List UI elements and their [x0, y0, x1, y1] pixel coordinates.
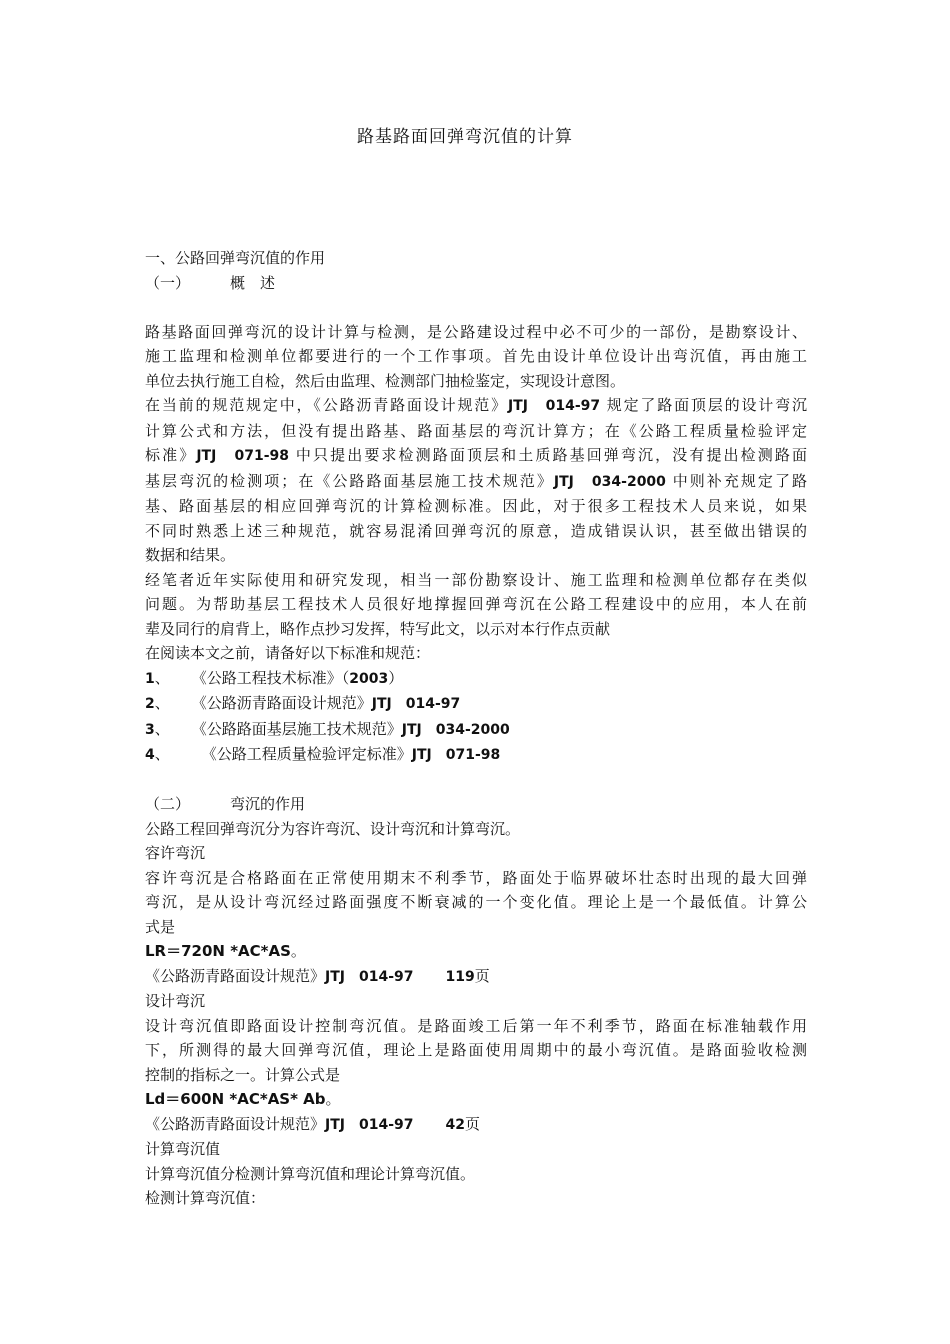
standard-list-item	[145, 717, 807, 743]
text-run: 标准》	[145, 446, 197, 464]
list-separator: 、	[154, 694, 170, 712]
subsection-number: （一）	[145, 273, 191, 292]
standard-code: JTJ 014-97	[371, 696, 461, 712]
paragraph-line: 下，所测得的最大回弹弯沉值，理论上是路面使用周期中的最小弯沉值。是路面验收检测	[145, 1041, 807, 1059]
term-heading: 设计弯沉	[145, 992, 206, 1010]
standard-list-item	[145, 666, 807, 692]
standard-code: JTJ 071-98	[411, 747, 501, 763]
paragraph-line: 计算公式和方法，但没有提出路基、路面基层的弯沉计算方；在《公路工程质量检验评定	[145, 421, 807, 440]
paragraph-line: 公路工程回弹弯沉分为容许弯沉、设计弯沉和计算弯沉。	[145, 819, 521, 838]
page-number: 42	[445, 1116, 465, 1133]
subsection-number: （二）	[145, 795, 191, 813]
paragraph-line: 辈及同行的肩背上，略作点抄习发挥，特写此文，以示对本行作点贡献	[145, 619, 611, 638]
standard-list-item	[145, 742, 807, 768]
subsection-heading	[145, 271, 807, 296]
reference-line	[145, 964, 807, 990]
paragraph-line: 计算弯沉值分检测计算弯沉值和理论计算弯沉值。	[145, 1164, 476, 1183]
standard-code: JTJ 014-97	[325, 1116, 414, 1133]
text-run: 。	[290, 942, 306, 960]
formula	[145, 1087, 807, 1112]
list-separator: 、	[154, 719, 170, 738]
list-number: 3	[145, 721, 155, 738]
paragraph-line: 不同时熟悉上述三种规范，就容易混淆回弹弯沉的原意，造成错误认识，甚至做出错误的	[145, 521, 807, 540]
paragraph-line: 式是	[145, 917, 176, 936]
formula-text: Ld＝600N *AC*AS* Ab	[145, 1090, 326, 1108]
paragraph-line: 基、路面基层的相应回弹弯沉的计算检测标准。因此，对于很多工程技术人员来说，如果	[145, 497, 807, 515]
reference-line	[145, 1112, 807, 1138]
standard-code: JTJ 034-2000	[553, 473, 666, 490]
list-number: 1	[145, 670, 155, 687]
paragraph-line: 弯沉，是从设计弯沉经过路面强度不断衰减的一个变化值。理论上是一个最低值。计算公	[145, 893, 807, 911]
standard-name: 《公路沥青路面设计规范》	[145, 966, 326, 985]
paragraph-line	[145, 469, 807, 495]
standard-code: JTJ 014-97	[325, 968, 414, 985]
text-run: 页	[474, 966, 490, 985]
paragraph-line: 容许弯沉是合格路面在正常使用期末不利季节，路面处于临界破坏壮态时出现的最大回弹	[145, 868, 807, 887]
paragraph-line: 设计弯沉值即路面设计控制弯沉值。是路面竣工后第一年不利季节，路面在标准轴载作用	[145, 1016, 807, 1035]
text-run: 规定了路面顶层的设计弯沉	[606, 396, 807, 414]
paragraph-line: 施工监理和检测单位都要进行的一个工作事项。首先由设计单位设计出弯沉值，再由施工	[145, 347, 807, 365]
subsection-title: 弯沉的作用	[230, 795, 306, 813]
list-number: 4	[145, 747, 155, 763]
text-run: 基层弯沉的检测项；在《公路路面基层施工技术规范》	[145, 471, 554, 490]
text-run: 。	[325, 1090, 341, 1108]
standard-code: JTJ 034-2000	[401, 721, 510, 738]
subsection-title: 概 述	[230, 273, 276, 292]
text-run: 中则补充规定了路	[672, 471, 807, 490]
standard-code: JTJ 014-97	[507, 398, 601, 414]
paragraph-line: 问题。为帮助基层工程技术人员很好地撑握回弹弯沉在公路工程建设中的应用，本人在前	[145, 595, 807, 613]
paragraph-line: 控制的指标之一。计算公式是	[145, 1065, 341, 1084]
standard-name: 《公路沥青路面设计规范》	[191, 694, 372, 712]
list-number: 2	[145, 696, 155, 712]
list-separator: 、	[154, 668, 170, 687]
standard-name: 《公路工程技术标准》（	[191, 668, 350, 687]
paragraph-line: 单位去执行施工自检，然后由监理、检测部门抽检鉴定，实现设计意图。	[145, 371, 626, 390]
text-run: ）	[388, 668, 404, 687]
paragraph-line	[145, 393, 807, 419]
paragraph-line: 在阅读本文之前，请备好以下标准和规范：	[145, 644, 431, 662]
term-heading: 容许弯沉	[145, 844, 206, 862]
text-run: 在当前的规范规定中，《公路沥青路面设计规范》	[145, 396, 508, 414]
standard-name: 《公路工程质量检验评定标准》	[201, 745, 412, 763]
standard-list-item	[145, 691, 807, 717]
paragraph-line: 路基路面回弹弯沉的设计计算与检测，是公路建设过程中必不可少的一部份，是勘察设计、	[145, 322, 807, 341]
paragraph-line: 检测计算弯沉值：	[145, 1189, 266, 1207]
standard-code: 2003	[349, 670, 389, 687]
text-run: 页	[464, 1114, 480, 1133]
subsection-heading	[145, 792, 807, 817]
formula	[145, 939, 807, 964]
paragraph-line: 经笔者近年实际使用和研究发现，相当一部份勘察设计、施工监理和检测单位都存在类似	[145, 570, 807, 589]
formula-text: LR＝720N *AC*AS	[145, 942, 291, 960]
page-number: 119	[445, 968, 475, 985]
paragraph-line: 数据和结果。	[145, 546, 236, 564]
standard-name: 《公路路面基层施工技术规范》	[191, 719, 402, 738]
paragraph-line	[145, 443, 807, 469]
document-body	[145, 246, 807, 1211]
list-separator: 、	[154, 745, 170, 763]
standard-code: JTJ 071-98	[196, 448, 290, 464]
standard-name: 《公路沥青路面设计规范》	[145, 1114, 326, 1133]
term-heading: 计算弯沉值	[145, 1140, 221, 1158]
document-title: 路基路面回弹弯沉值的计算	[357, 127, 573, 147]
text-run: 中只提出要求检测路面顶层和土质路基回弹弯沉，没有提出检测路面	[295, 446, 807, 464]
section-heading: 一、公路回弹弯沉值的作用	[145, 249, 326, 267]
